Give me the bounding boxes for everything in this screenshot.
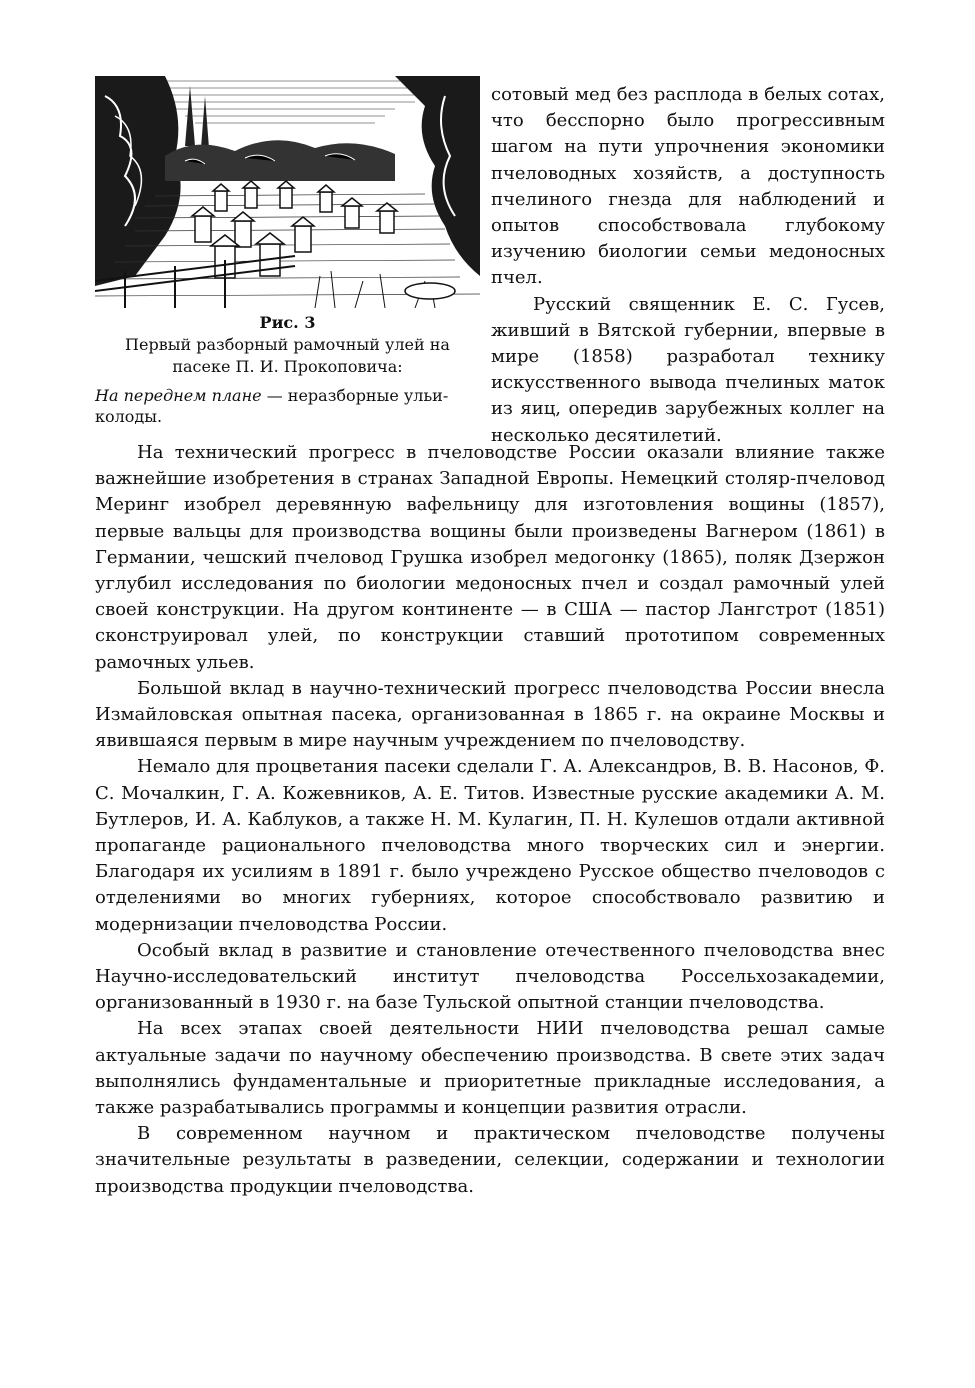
main-text [95, 440, 885, 1200]
figure-caption-text: Первый разборный рамочный улей на пасеке П. И. Прокоповича: [125, 335, 450, 376]
paragraph-6: В современном научном и практическом пчеловодстве получены значительные результаты в разведении, селекции, содержании и технологии производства продукции пчеловодства. [95, 1123, 885, 1197]
side-paragraph-2: Русский священник Е. С. Гусев, живший в Вятской губернии, впервые в мире (1858) разработал технику искусственного вывода пчелиных маток из яиц, опередив зарубежных коллег на несколько десятилетий. [491, 293, 885, 446]
paragraph-3: Немало для процветания пасеки сделали Г. А. Александров, В. В. Насонов, Ф. С. Мочалкин, Г. А. Кожевников, А. Е. Титов. Известные русские академики А. М. Бутлеров, И. А. Каблуков, а также Н. М. Кулагин, П. Н. Кулешов отдали активной пропаганде рационального пчеловодства много творческих сил и энергии. Благодаря их усилиям в 1891 г. было учреждено Русское общество пчеловодов с отделениями во многих губерниях, которое способствовало развитию и модернизации пчеловодства России. [95, 756, 885, 935]
apiary-engraving-illustration [95, 76, 480, 308]
figure-note-text: — неразборные ульи-колоды. [95, 386, 449, 426]
paragraph-4: Особый вклад в развитие и становление отечественного пчеловодства внес Научно-исследовательский институт пчеловодства Россельхозакадемии, организованный в 1930 г. на базе Тульской опытной станции пчеловодства. [95, 939, 885, 1014]
side-paragraph-1: сотовый мед без расплода в белых сотах, что бесспорно было прогрессивным шагом на пути упрочнения экономики пчеловодных хозяйств, а доступность пчелиного гнезда для наблюдений и опытов способствовала глубокому изучению биологии семьи медоносных пчел. [491, 84, 885, 289]
figure-3 [95, 76, 480, 427]
figure-note [95, 385, 480, 427]
side-column-text [491, 82, 885, 449]
figure-note-italic: На переднем плане [95, 386, 262, 405]
paragraph-1: На технический прогресс в пчеловодстве России оказали влияние также важнейшие изобретения в странах Западной Европы. Немецкий столяр-пчеловод Меринг изобрел деревянную вафельницу для изготовления вощины (1857), первые вальцы для производства вощины были произведены Вагнером (1861) в Германии, чешский пчеловод Грушка изобрел медогонку (1865), поляк Дзержон углубил исследования по биологии медоносных пчел и создал рамочный улей своей конструкции. На другом континенте — в США — пастор Лангстрот (1851) сконструировал улей, по конструкции ставший прототипом современных рамочных ульев. [95, 442, 885, 673]
figure-caption [95, 312, 480, 378]
paragraph-2: Большой вклад в научно-технический прогресс пчеловодства России внесла Измайловская опытная пасека, организованная в 1865 г. на окраине Москвы и явившаяся первым в мире научным учреждением по пчеловодству. [95, 677, 885, 752]
figure-number: Рис. 3 [259, 313, 316, 332]
paragraph-5: На всех этапах своей деятельности НИИ пчеловодства решал самые актуальные задачи по научному обеспечению производства. В свете этих задач выполнялись фундаментальные и приоритетные прикладные исследования, а также разрабатывались программы и концепции развития отрасли. [95, 1018, 885, 1119]
